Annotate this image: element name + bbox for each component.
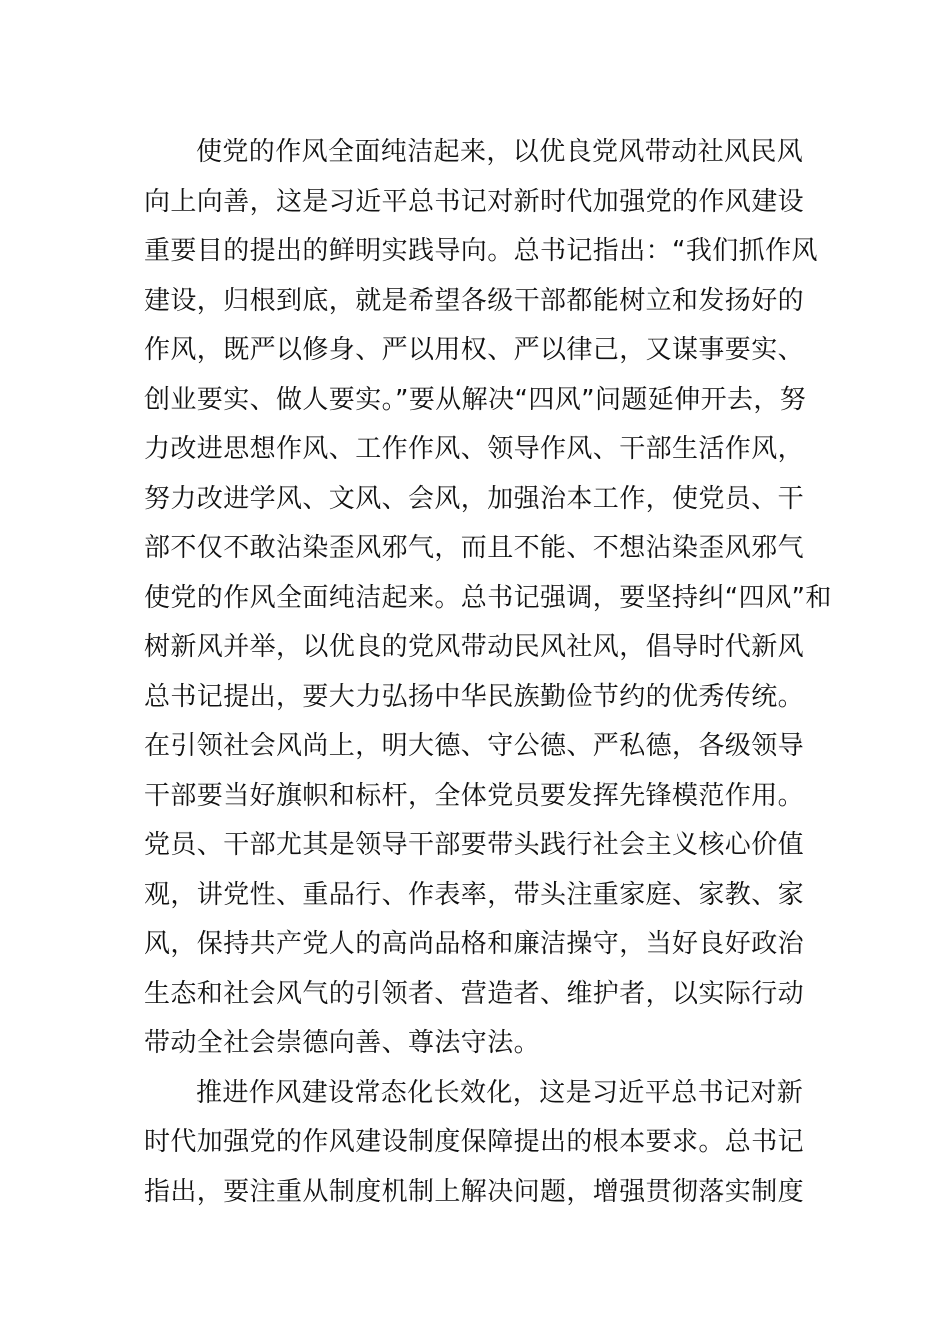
paragraph-1-line-5: 作风，既严以修身、严以用权、严以律己，又谋事要实、 [144,335,805,365]
paragraph-1-line-17: 风，保持共产党人的高尚品格和廉洁操守，当好良好政治 [144,929,805,959]
paragraph-1-line-6: 创业要实、做人要实。”要从解决“四风”问题延伸开去，努 [144,384,807,415]
paragraph-1-line-2: 向上向善，这是习近平总书记对新时代加强党的作风建设 [144,186,805,217]
body-text [144,128,832,1217]
paragraph-1-line-4: 建设，归根到底，就是希望各级干部都能树立和发扬好的 [144,285,805,316]
paragraph-1-line-12: 总书记提出，要大力弘扬中华民族勤俭节约的优秀传统。 [144,681,805,712]
paragraph-1-line-16: 观，讲党性、重品行、作表率，带头注重家庭、家教、家 [144,879,805,910]
paragraph-1-line-15: 党员、干部尤其是领导干部要带头践行社会主义核心价值 [144,830,805,860]
paragraph-1-line-14: 干部要当好旗帜和标杆，全体党员要发挥先锋模范作用。 [144,780,805,811]
paragraph-1-line-19: 带动全社会崇德向善、尊法守法。 [144,1028,541,1058]
paragraph-2-line-1: 推进作风建设常态化长效化，这是习近平总书记对新 [196,1077,804,1108]
paragraph-1-line-7: 力改进思想作风、工作作风、领导作风、干部生活作风， [144,434,805,464]
paragraph-1-line-10: 使党的作风全面纯洁起来。总书记强调，要坚持纠“四风”和 [144,582,832,613]
paragraph-1-line-13: 在引领社会风尚上，明大德、守公德、严私德，各级领导 [144,731,805,761]
paragraph-1-line-3: 重要目的提出的鲜明实践导向。总书记指出：“我们抓作风 [144,236,818,266]
paragraph-1-line-1: 使党的作风全面纯洁起来，以优良党风带动社风民风 [196,137,804,167]
paragraph-2-line-2: 时代加强党的作风建设制度保障提出的根本要求。总书记 [144,1127,805,1157]
paragraph-1-line-9: 部不仅不敢沾染歪风邪气，而且不能、不想沾染歪风邪气 [144,533,805,563]
paragraph-1-line-11: 树新风并举，以优良的党风带动民风社风，倡导时代新风 [144,632,805,662]
paragraph-2-line-3: 指出，要注重从制度机制上解决问题，增强贯彻落实制度 [144,1176,805,1207]
paragraph-1-line-8: 努力改进学风、文风、会风，加强治本工作，使党员、干 [144,483,805,514]
paragraph-1-line-18: 生态和社会风气的引领者、营造者、维护者，以实际行动 [144,978,805,1009]
